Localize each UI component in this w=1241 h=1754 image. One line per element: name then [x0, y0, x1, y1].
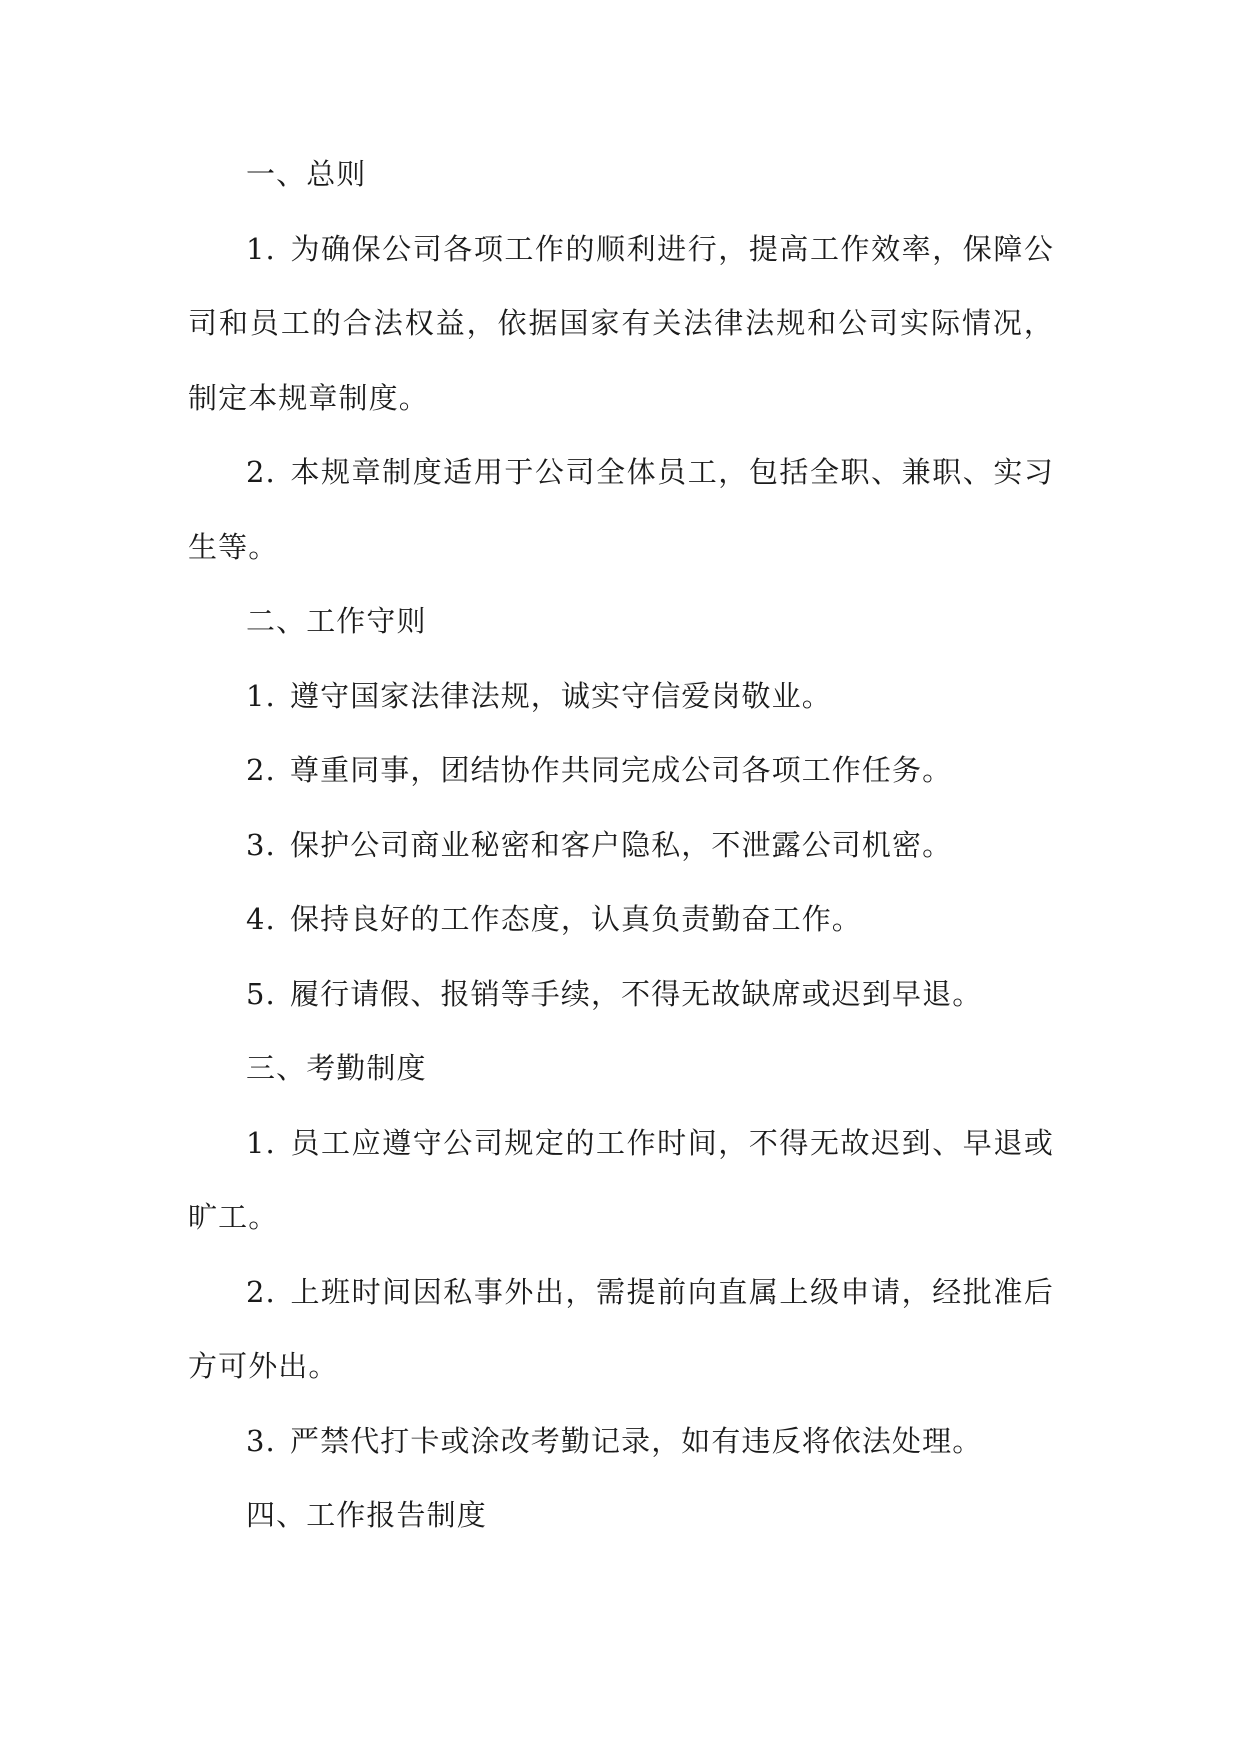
item-text: 为确保公司各项工作的顺利进行，提高工作效率，保障公司和员工的合法权益，依据国家有关法律法规和公司实际情况，制定本规章制度。 — [188, 231, 1054, 415]
list-item — [188, 882, 1054, 957]
item-number: 2. — [246, 753, 276, 787]
section-heading: 四、工作报告制度 — [246, 1498, 487, 1532]
list-item — [188, 212, 1054, 436]
section-heading: 二、工作守则 — [246, 604, 427, 638]
item-number: 1. — [246, 1125, 276, 1160]
list-item — [188, 733, 1054, 808]
list-item — [188, 1106, 1054, 1255]
item-number: 3. — [246, 827, 276, 862]
list-item — [188, 957, 1054, 1032]
item-text: 上班时间因私事外出，需提前向直属上级申请，经批准后方可外出。 — [188, 1274, 1054, 1383]
item-number: 4. — [246, 902, 276, 936]
item-number: 1. — [246, 678, 276, 713]
list-item — [188, 808, 1054, 883]
list-item — [188, 435, 1054, 584]
list-item — [188, 659, 1054, 734]
section-heading: 一、总则 — [246, 157, 367, 191]
list-item — [188, 1255, 1054, 1404]
item-text: 尊重同事，团结协作共同完成公司各项工作任务。 — [290, 753, 953, 787]
item-text: 保护公司商业秘密和客户隐私，不泄露公司机密。 — [290, 827, 953, 862]
item-text: 履行请假、报销等手续，不得无故缺席或迟到早退。 — [290, 976, 983, 1011]
item-text: 员工应遵守公司规定的工作时间，不得无故迟到、早退或旷工。 — [188, 1125, 1054, 1234]
item-number: 1. — [246, 231, 276, 266]
section-heading: 三、考勤制度 — [246, 1051, 427, 1085]
item-number: 3. — [246, 1423, 276, 1458]
item-number: 2. — [246, 1274, 276, 1309]
item-number: 5. — [246, 976, 276, 1011]
item-text: 严禁代打卡或涂改考勤记录，如有违反将依法处理。 — [290, 1423, 983, 1458]
item-number: 2. — [246, 455, 276, 489]
item-text: 遵守国家法律法规，诚实守信爱岗敬业。 — [290, 678, 832, 713]
document-body — [188, 137, 1054, 1553]
item-text: 本规章制度适用于公司全体员工，包括全职、兼职、实习生等。 — [188, 455, 1054, 564]
item-text: 保持良好的工作态度，认真负责勤奋工作。 — [290, 902, 862, 936]
list-item — [188, 1404, 1054, 1479]
